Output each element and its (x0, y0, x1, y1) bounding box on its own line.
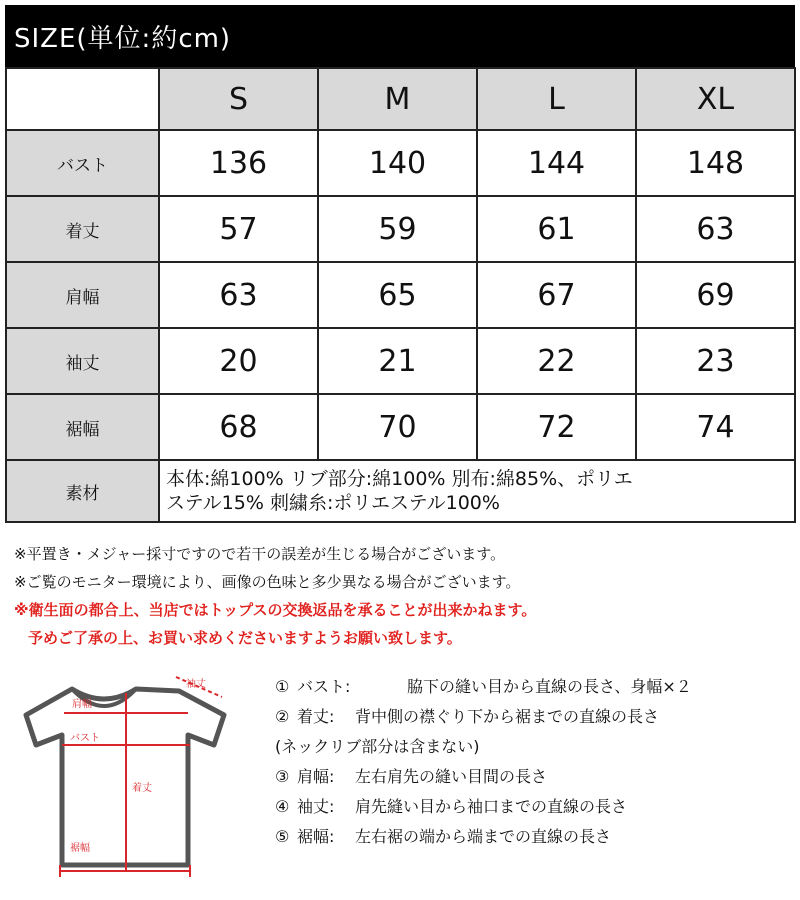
diagram-label-length: 着丈 (132, 783, 152, 794)
table-cell: 61 (477, 196, 636, 262)
note-measurement: ※平置き・メジャー採寸ですので若干の誤差が生じる場合がございます。 (14, 545, 506, 563)
note-return-policy: ※衛生面の都合上、当店ではトップスの交換返品を承ることが出来かねます。 (14, 601, 537, 619)
table-row (6, 262, 795, 328)
table-cell: 65 (318, 262, 477, 328)
material-cell (159, 460, 795, 522)
diagram-label-sleeve: 袖丈 (186, 679, 206, 690)
table-cell: 72 (477, 394, 636, 460)
table-cell: 144 (477, 130, 636, 196)
size-table (5, 67, 796, 523)
table-cell: 136 (159, 130, 318, 196)
table-cell: 140 (318, 130, 477, 196)
corner-cell (6, 68, 159, 130)
row-label-sleeve: 袖丈 (6, 328, 159, 394)
note-monitor: ※ご覧のモニター環境により、画像の色味と多少異なる場合がございます。 (14, 573, 521, 591)
row-label-hem: 裾幅 (6, 394, 159, 460)
table-cell: 68 (159, 394, 318, 460)
size-header-l: L (477, 68, 636, 130)
table-cell: 67 (477, 262, 636, 328)
measurement-legend (275, 672, 795, 852)
size-header-m: M (318, 68, 477, 130)
size-header-xl: XL (636, 68, 795, 130)
legend-item: ③ 肩幅: 左右肩先の縫い目間の長さ (275, 767, 548, 786)
table-row (6, 394, 795, 460)
material-line-1: 本体:綿100% リブ部分:綿100% 別布:綿85%、ポリエ (166, 468, 633, 490)
size-header-row (6, 68, 795, 130)
table-cell: 59 (318, 196, 477, 262)
table-cell: 63 (636, 196, 795, 262)
table-cell: 23 (636, 328, 795, 394)
table-row (6, 328, 795, 394)
material-line-2: ステル15% 刺繍糸:ポリエステル100% (166, 492, 500, 514)
table-cell: 74 (636, 394, 795, 460)
legend-item: (ネックリブ部分は含まない) (275, 737, 480, 756)
tshirt-diagram (14, 665, 254, 885)
table-cell: 22 (477, 328, 636, 394)
table-cell: 63 (159, 262, 318, 328)
title-text: SIZE(単位:約cm) (14, 23, 232, 54)
legend-item: ④ 袖丈: 肩先縫い目から袖口までの直線の長さ (275, 797, 628, 816)
size-header-s: S (159, 68, 318, 130)
table-cell: 21 (318, 328, 477, 394)
notes (14, 540, 794, 652)
diagram-label-shoulder: 肩幅 (72, 699, 92, 710)
table-cell: 70 (318, 394, 477, 460)
row-label-material: 素材 (6, 460, 159, 522)
table-cell: 57 (159, 196, 318, 262)
legend-item: ① バスト: 脇下の縫い目から直線の長さ、身幅×２ (275, 677, 692, 696)
material-row (6, 460, 795, 522)
diagram-label-hem: 裾幅 (70, 843, 90, 854)
row-label-shoulder: 肩幅 (6, 262, 159, 328)
legend-item: ⑤ 裾幅: 左右裾の端から端までの直線の長さ (275, 827, 612, 846)
legend-item: ② 着丈: 背中側の襟ぐり下から裾までの直線の長さ (275, 707, 660, 726)
note-thanks: 予めご了承の上、お買い求めくださいますようお願い致します。 (28, 629, 462, 647)
row-label-bust: バスト (6, 130, 159, 196)
row-label-length: 着丈 (6, 196, 159, 262)
diagram-label-bust: バスト (70, 733, 100, 744)
table-cell: 69 (636, 262, 795, 328)
page-title (5, 5, 795, 67)
table-cell: 148 (636, 130, 795, 196)
table-cell: 20 (159, 328, 318, 394)
table-row (6, 130, 795, 196)
table-row (6, 196, 795, 262)
